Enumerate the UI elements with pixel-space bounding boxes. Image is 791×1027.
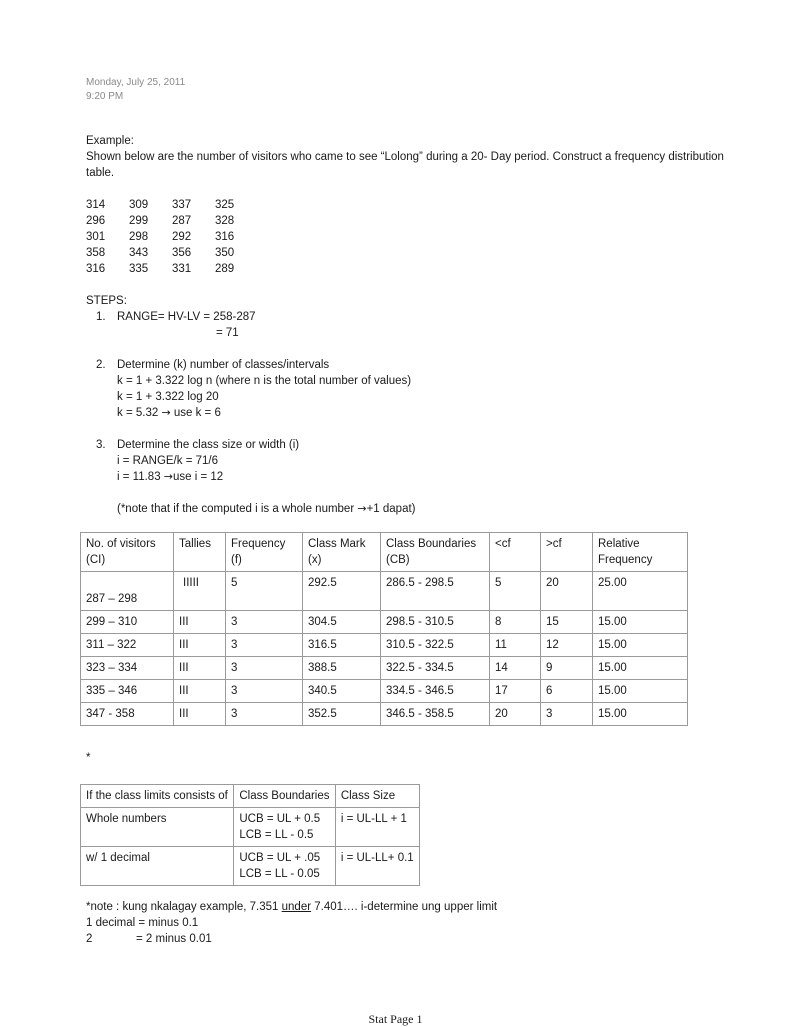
table-cell: 388.5: [303, 657, 381, 680]
table-cell: w/ 1 decimal: [81, 847, 234, 886]
data-cell: 316: [215, 231, 235, 243]
table-cell: 311 – 322: [81, 634, 174, 657]
table-cell: 316.5: [303, 634, 381, 657]
data-cell: 337: [172, 199, 192, 211]
header-cell: If the class limits consists of: [81, 785, 234, 808]
table-cell: 15: [541, 611, 593, 634]
note-line: [86, 899, 497, 915]
step-text: [86, 469, 726, 485]
decimal-note: [86, 899, 497, 947]
table-row: [81, 680, 688, 703]
step-number: 1.: [96, 311, 106, 323]
data-cell: 316: [86, 263, 106, 275]
example-heading: Example:: [86, 135, 134, 147]
data-cell: 309: [129, 199, 149, 211]
header-cell: Class Boundaries: [234, 785, 335, 808]
class-limits-table: [80, 784, 420, 886]
step-text-part: use i = 12: [173, 471, 224, 483]
step-text: = 71: [216, 327, 239, 339]
step-text: Determine (k) number of classes/intervals: [117, 359, 330, 371]
table-cell: 3: [226, 703, 303, 726]
data-cell: 331: [172, 263, 192, 275]
table-cell: 286.5 - 298.5: [381, 572, 490, 611]
header-cell: [174, 533, 226, 572]
table-cell: 298.5 - 310.5: [381, 611, 490, 634]
data-cell: 296: [86, 215, 106, 227]
note-date: Monday, July 25, 2011: [86, 77, 186, 88]
step-2: [86, 357, 726, 373]
data-cell: 287: [172, 215, 192, 227]
table-cell: 322.5 - 334.5: [381, 657, 490, 680]
data-cell: 301: [86, 231, 106, 243]
table-cell: 335 – 346: [81, 680, 174, 703]
header-line: Frequency: [231, 538, 286, 550]
table-cell: 15.00: [593, 634, 688, 657]
header-line: <cf: [495, 538, 511, 550]
table-cell: 340.5: [303, 680, 381, 703]
formula-line: UCB = UL + .05: [239, 852, 321, 864]
table-cell: [234, 847, 335, 886]
step-text: [86, 405, 726, 421]
header-line: Class Mark: [308, 538, 366, 550]
note-text: = 2 minus 0.01: [136, 933, 212, 945]
step-text: i = RANGE/k = 71/6: [117, 455, 218, 467]
formula-line: UCB = UL + 0.5: [239, 813, 321, 825]
data-cell: 350: [215, 247, 235, 259]
step-number: 2.: [96, 359, 106, 371]
table-cell: 310.5 - 322.5: [381, 634, 490, 657]
arrow-icon: →: [163, 470, 173, 483]
table-cell: 352.5: [303, 703, 381, 726]
step-text: k = 1 + 3.322 log n (where n is the total number of values): [117, 375, 412, 387]
arrow-icon: →: [357, 502, 367, 515]
table-cell: 346.5 - 358.5: [381, 703, 490, 726]
table-cell: 347 - 358: [81, 703, 174, 726]
table-cell: i = UL-LL+ 0.1: [335, 847, 419, 886]
table-cell: 299 – 310: [81, 611, 174, 634]
header-cell: [593, 533, 688, 572]
table-header-row: [81, 533, 688, 572]
table-cell: III: [174, 611, 226, 634]
table-cell: 20: [490, 703, 541, 726]
table-cell: 292.5: [303, 572, 381, 611]
step-1: [86, 309, 726, 325]
header-line: Tallies: [179, 538, 211, 550]
header-line: >cf: [546, 538, 562, 550]
step-text-part: i = 11.83: [117, 471, 164, 483]
visitor-data-grid: [86, 197, 258, 277]
table-cell: 3: [226, 657, 303, 680]
data-cell: 358: [86, 247, 106, 259]
data-cell: 314: [86, 199, 106, 211]
data-cell: 328: [215, 215, 235, 227]
table-cell: 334.5 - 346.5: [381, 680, 490, 703]
table-cell: 15.00: [593, 680, 688, 703]
table-cell: III: [174, 680, 226, 703]
note-underlined-text: under: [281, 901, 312, 913]
table-cell: 3: [541, 703, 593, 726]
header-cell: [81, 533, 174, 572]
step-3: [86, 437, 726, 453]
table-cell: 6: [541, 680, 593, 703]
table-cell: 25.00: [593, 572, 688, 611]
header-line: Class Boundaries: [386, 538, 477, 550]
note-body: [86, 133, 726, 517]
table-row: [81, 611, 688, 634]
data-cell: 292: [172, 231, 192, 243]
note-time: 9:20 PM: [86, 91, 124, 102]
step-note: [86, 501, 726, 517]
step-text-part: use k = 6: [173, 407, 221, 419]
table-cell: 3: [226, 680, 303, 703]
header-cell: Class Size: [335, 785, 419, 808]
table-cell: III: [174, 634, 226, 657]
step-text: k = 1 + 3.322 log 20: [117, 391, 219, 403]
table-cell: 14: [490, 657, 541, 680]
table-row: [81, 847, 420, 886]
table-cell: [234, 808, 335, 847]
steps-heading: STEPS:: [86, 295, 127, 307]
header-cell: [381, 533, 490, 572]
formula-line: LCB = LL - 0.5: [239, 829, 314, 841]
table-cell: 15.00: [593, 611, 688, 634]
table-row: [81, 572, 688, 611]
step-text-part: k = 5.32: [117, 407, 162, 419]
header-line: (CB): [386, 554, 410, 566]
table-cell: Whole numbers: [81, 808, 234, 847]
step-text: RANGE= HV-LV = 258-287: [117, 311, 256, 323]
table-cell: 304.5: [303, 611, 381, 634]
header-line: Frequency: [598, 554, 653, 566]
table-cell: 5: [226, 572, 303, 611]
note-metadata: [86, 76, 185, 104]
table-row: [81, 703, 688, 726]
data-cell: 289: [215, 263, 235, 275]
header-line: No. of visitors: [86, 538, 156, 550]
table-cell: 15.00: [593, 703, 688, 726]
table-cell: 20: [541, 572, 593, 611]
table-cell: III: [174, 703, 226, 726]
header-cell: [490, 533, 541, 572]
table-row: [81, 634, 688, 657]
header-cell: [541, 533, 593, 572]
formula-line: LCB = LL - 0.05: [239, 868, 320, 880]
header-line: (x): [308, 554, 322, 566]
table-cell: 15.00: [593, 657, 688, 680]
note-line: [86, 931, 497, 947]
header-cell: [226, 533, 303, 572]
table-cell: IIIII: [174, 572, 226, 611]
page-footer: Stat Page 1: [368, 1012, 423, 1026]
step-text-part: (*note that if the computed i is a whole number: [117, 503, 358, 515]
note-text: *note : kung nkalagay example, 7.351: [86, 901, 282, 913]
table-cell: 323 – 334: [81, 657, 174, 680]
header-line: (CI): [86, 554, 106, 566]
example-text: Shown below are the number of visitors who came to see “Lolong” during a 20- Day period. Construct a frequency distribution table.: [86, 151, 724, 179]
table-row: [81, 808, 420, 847]
table-cell: 3: [226, 634, 303, 657]
step-number: 3.: [96, 439, 106, 451]
table-cell: 8: [490, 611, 541, 634]
data-cell: 356: [172, 247, 192, 259]
data-cell: 299: [129, 215, 149, 227]
header-line: Relative: [598, 538, 640, 550]
separator-asterisk: *: [86, 752, 91, 764]
table-header-row: [81, 785, 420, 808]
table-row: [81, 657, 688, 680]
table-cell: 287 – 298: [81, 572, 174, 611]
frequency-distribution-table: [80, 532, 688, 726]
data-cell: 298: [129, 231, 149, 243]
step-text: Determine the class size or width (i): [117, 439, 300, 451]
note-text: 7.401…. i-determine ung upper limit: [311, 901, 498, 913]
table-cell: 5: [490, 572, 541, 611]
note-line: 1 decimal = minus 0.1: [86, 917, 199, 929]
table-cell: 12: [541, 634, 593, 657]
header-cell: [303, 533, 381, 572]
table-cell: III: [174, 657, 226, 680]
step-text-part: +1 dapat): [366, 503, 416, 515]
table-cell: i = UL-LL + 1: [335, 808, 419, 847]
header-line: (f): [231, 554, 242, 566]
data-cell: 325: [215, 199, 235, 211]
note-text: 2: [86, 933, 93, 945]
table-cell: 3: [226, 611, 303, 634]
data-cell: 343: [129, 247, 149, 259]
data-cell: 335: [129, 263, 149, 275]
table-cell: 17: [490, 680, 541, 703]
table-cell: 11: [490, 634, 541, 657]
table-cell: 9: [541, 657, 593, 680]
arrow-icon: →: [161, 406, 171, 419]
